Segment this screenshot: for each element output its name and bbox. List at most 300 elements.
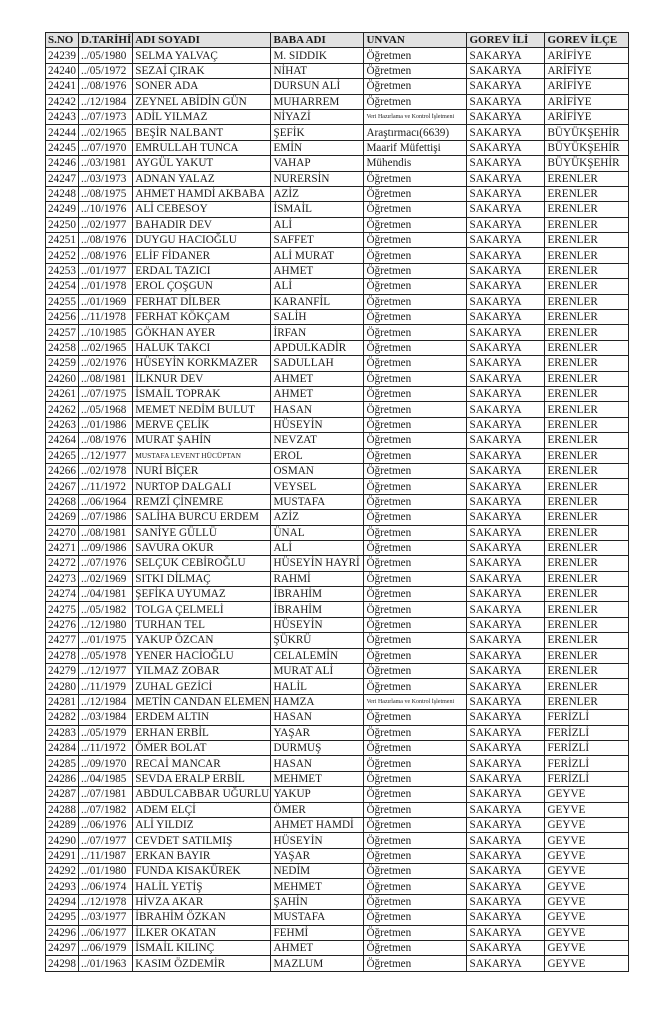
cell-district: GEYVE (545, 879, 629, 894)
cell-birth-date: ../07/1973 (79, 109, 133, 124)
cell-birth-date: ../12/1977 (79, 664, 133, 679)
cell-title: Maarif Müfettişi (364, 140, 467, 155)
cell-sno: 24277 (46, 633, 79, 648)
cell-title: Öğretmen (364, 494, 467, 509)
cell-birth-date: ../10/1985 (79, 325, 133, 340)
cell-sno: 24261 (46, 386, 79, 401)
cell-district: GEYVE (545, 787, 629, 802)
cell-province: SAKARYA (467, 817, 545, 832)
cell-province: SAKARYA (467, 571, 545, 586)
cell-district: GEYVE (545, 848, 629, 863)
table-row (46, 941, 629, 956)
cell-sno: 24246 (46, 156, 79, 171)
cell-father-name: YAŞAR (271, 725, 364, 740)
cell-title: Öğretmen (364, 171, 467, 186)
table-row (46, 756, 629, 771)
cell-district: ARİFİYE (545, 48, 629, 63)
cell-district: GEYVE (545, 910, 629, 925)
cell-birth-date: ../06/1976 (79, 817, 133, 832)
cell-province: SAKARYA (467, 248, 545, 263)
cell-father-name: VEYSEL (271, 479, 364, 494)
cell-full-name: ALİ CEBESOY (133, 202, 271, 217)
cell-title: Öğretmen (364, 63, 467, 78)
table-row (46, 956, 629, 971)
cell-birth-date: ../01/1980 (79, 864, 133, 879)
cell-full-name: ERKAN BAYIR (133, 848, 271, 863)
cell-sno: 24274 (46, 587, 79, 602)
cell-sno: 24297 (46, 941, 79, 956)
cell-province: SAKARYA (467, 648, 545, 663)
table-row (46, 848, 629, 863)
cell-birth-date: ../12/1984 (79, 694, 133, 709)
cell-full-name: METİN CANDAN ELEMEN (133, 694, 271, 709)
cell-sno: 24266 (46, 463, 79, 478)
table-row (46, 740, 629, 755)
cell-sno: 24269 (46, 510, 79, 525)
cell-birth-date: ../01/1969 (79, 294, 133, 309)
cell-province: SAKARYA (467, 510, 545, 525)
cell-title: Veri Hazırlama ve Kontrol İşletmeni (364, 109, 467, 124)
cell-district: GEYVE (545, 894, 629, 909)
cell-sno: 24265 (46, 448, 79, 463)
cell-full-name: MEMET NEDİM BULUT (133, 402, 271, 417)
cell-district: ARİFİYE (545, 79, 629, 94)
cell-district: FERİZLİ (545, 771, 629, 786)
table-row (46, 587, 629, 602)
cell-district: ARİFİYE (545, 63, 629, 78)
cell-title: Öğretmen (364, 94, 467, 109)
header-row (46, 33, 629, 48)
cell-father-name: HALİL (271, 679, 364, 694)
cell-full-name: NURİ BİÇER (133, 463, 271, 478)
cell-birth-date: ../05/1978 (79, 648, 133, 663)
cell-district: BÜYÜKŞEHİR (545, 125, 629, 140)
table-row (46, 202, 629, 217)
cell-father-name: ŞEFİK (271, 125, 364, 140)
cell-birth-date: ../01/1975 (79, 633, 133, 648)
table-row (46, 340, 629, 355)
cell-title: Öğretmen (364, 941, 467, 956)
table-row (46, 310, 629, 325)
cell-district: GEYVE (545, 956, 629, 971)
cell-title: Öğretmen (364, 248, 467, 263)
cell-sno: 24252 (46, 248, 79, 263)
cell-birth-date: ../07/1981 (79, 787, 133, 802)
table-row (46, 694, 629, 709)
cell-district: ERENLER (545, 587, 629, 602)
cell-full-name: DUYGU HACIOĞLU (133, 233, 271, 248)
cell-title: Öğretmen (364, 479, 467, 494)
table-row (46, 402, 629, 417)
table-row (46, 371, 629, 386)
table-row (46, 448, 629, 463)
cell-full-name: CEVDET SATILMIŞ (133, 833, 271, 848)
cell-birth-date: ../07/1982 (79, 802, 133, 817)
cell-title: Öğretmen (364, 217, 467, 232)
cell-birth-date: ../12/1977 (79, 448, 133, 463)
cell-province: SAKARYA (467, 833, 545, 848)
cell-full-name: MUSTAFA LEVENT HÜCÜPTAN (133, 448, 271, 463)
cell-father-name: HASAN (271, 402, 364, 417)
cell-province: SAKARYA (467, 79, 545, 94)
table-row (46, 63, 629, 78)
cell-district: ERENLER (545, 433, 629, 448)
cell-district: FERİZLİ (545, 725, 629, 740)
cell-full-name: SALİHA BURCU ERDEM (133, 510, 271, 525)
cell-full-name: TOLGA ÇELMELİ (133, 602, 271, 617)
table-row (46, 571, 629, 586)
cell-title: Öğretmen (364, 633, 467, 648)
cell-birth-date: ../01/1977 (79, 263, 133, 278)
table-row (46, 233, 629, 248)
cell-province: SAKARYA (467, 371, 545, 386)
cell-sno: 24289 (46, 817, 79, 832)
cell-sno: 24294 (46, 894, 79, 909)
cell-full-name: ADNAN YALAZ (133, 171, 271, 186)
cell-district: ERENLER (545, 233, 629, 248)
table-row (46, 479, 629, 494)
cell-full-name: NURTOP DALGALI (133, 479, 271, 494)
table-row (46, 879, 629, 894)
cell-sno: 24285 (46, 756, 79, 771)
cell-province: SAKARYA (467, 802, 545, 817)
cell-district: FERİZLİ (545, 710, 629, 725)
cell-title: Öğretmen (364, 740, 467, 755)
cell-father-name: ALİ (271, 540, 364, 555)
cell-father-name: HÜSEYİN (271, 833, 364, 848)
cell-father-name: İSMAİL (271, 202, 364, 217)
cell-full-name: ADİL YILMAZ (133, 109, 271, 124)
table-row (46, 109, 629, 124)
table-row (46, 556, 629, 571)
cell-sno: 24281 (46, 694, 79, 709)
cell-full-name: ZEYNEL ABİDİN GÜN (133, 94, 271, 109)
cell-title: Öğretmen (364, 910, 467, 925)
table-row (46, 356, 629, 371)
cell-father-name: FEHMİ (271, 925, 364, 940)
cell-full-name: HALİL YETİŞ (133, 879, 271, 894)
cell-sno: 24275 (46, 602, 79, 617)
cell-sno: 24288 (46, 802, 79, 817)
table-row (46, 94, 629, 109)
cell-sno: 24258 (46, 340, 79, 355)
table-row (46, 463, 629, 478)
cell-title: Öğretmen (364, 540, 467, 555)
table-row (46, 771, 629, 786)
cell-title: Öğretmen (364, 648, 467, 663)
cell-full-name: SITKI DİLMAÇ (133, 571, 271, 586)
cell-sno: 24263 (46, 417, 79, 432)
cell-sno: 24296 (46, 925, 79, 940)
cell-province: SAKARYA (467, 386, 545, 401)
cell-title: Öğretmen (364, 664, 467, 679)
cell-birth-date: ../07/1986 (79, 510, 133, 525)
cell-father-name: HÜSEYİN (271, 617, 364, 632)
cell-sno: 24242 (46, 94, 79, 109)
cell-province: SAKARYA (467, 679, 545, 694)
cell-full-name: ŞEFİKA UYUMAZ (133, 587, 271, 602)
cell-district: ERENLER (545, 617, 629, 632)
table-row (46, 525, 629, 540)
cell-full-name: MURAT ŞAHİN (133, 433, 271, 448)
cell-title: Öğretmen (364, 310, 467, 325)
cell-father-name: MURAT ALİ (271, 664, 364, 679)
cell-district: ERENLER (545, 525, 629, 540)
cell-birth-date: ../10/1976 (79, 202, 133, 217)
cell-full-name: FERHAT KÖKÇAM (133, 310, 271, 325)
cell-sno: 24259 (46, 356, 79, 371)
cell-father-name: MUHARREM (271, 94, 364, 109)
cell-father-name: AHMET HAMDİ (271, 817, 364, 832)
cell-full-name: REMZİ ÇİNEMRE (133, 494, 271, 509)
cell-district: FERİZLİ (545, 756, 629, 771)
cell-province: SAKARYA (467, 956, 545, 971)
table-row (46, 156, 629, 171)
cell-district: ERENLER (545, 279, 629, 294)
cell-full-name: BAHADIR DEV (133, 217, 271, 232)
cell-province: SAKARYA (467, 756, 545, 771)
cell-title: Öğretmen (364, 571, 467, 586)
cell-district: ERENLER (545, 510, 629, 525)
cell-full-name: GÖKHAN AYER (133, 325, 271, 340)
cell-province: SAKARYA (467, 556, 545, 571)
table-row (46, 540, 629, 555)
cell-province: SAKARYA (467, 587, 545, 602)
cell-title: Öğretmen (364, 710, 467, 725)
cell-father-name: NİYAZİ (271, 109, 364, 124)
cell-full-name: HALUK TAKCI (133, 340, 271, 355)
cell-title: Öğretmen (364, 340, 467, 355)
header-title: UNVAN (364, 33, 467, 48)
cell-title: Öğretmen (364, 679, 467, 694)
cell-district: BÜYÜKŞEHİR (545, 156, 629, 171)
cell-father-name: YAKUP (271, 787, 364, 802)
cell-full-name: AYGÜL YAKUT (133, 156, 271, 171)
cell-father-name: CELALEMİN (271, 648, 364, 663)
cell-full-name: SANİYE GÜLLÜ (133, 525, 271, 540)
cell-province: SAKARYA (467, 325, 545, 340)
cell-district: ERENLER (545, 340, 629, 355)
cell-father-name: HAMZA (271, 694, 364, 709)
cell-full-name: BEŞİR NALBANT (133, 125, 271, 140)
cell-province: SAKARYA (467, 771, 545, 786)
cell-full-name: ALİ YILDIZ (133, 817, 271, 832)
cell-title: Öğretmen (364, 556, 467, 571)
cell-sno: 24271 (46, 540, 79, 555)
cell-province: SAKARYA (467, 602, 545, 617)
cell-birth-date: ../11/1987 (79, 848, 133, 863)
cell-district: ERENLER (545, 694, 629, 709)
cell-father-name: HÜSEYİN (271, 417, 364, 432)
cell-province: SAKARYA (467, 910, 545, 925)
cell-father-name: NEVZAT (271, 433, 364, 448)
cell-district: ERENLER (545, 171, 629, 186)
cell-title: Öğretmen (364, 48, 467, 63)
cell-father-name: AHMET (271, 386, 364, 401)
cell-full-name: HÜSEYİN KORKMAZER (133, 356, 271, 371)
cell-province: SAKARYA (467, 109, 545, 124)
cell-district: ERENLER (545, 310, 629, 325)
cell-title: Öğretmen (364, 956, 467, 971)
cell-birth-date: ../05/1968 (79, 402, 133, 417)
cell-sno: 24280 (46, 679, 79, 694)
cell-district: ERENLER (545, 248, 629, 263)
cell-district: ERENLER (545, 463, 629, 478)
cell-district: ERENLER (545, 679, 629, 694)
cell-sno: 24273 (46, 571, 79, 586)
cell-title: Öğretmen (364, 771, 467, 786)
cell-sno: 24239 (46, 48, 79, 63)
cell-title: Öğretmen (364, 186, 467, 201)
cell-province: SAKARYA (467, 787, 545, 802)
cell-province: SAKARYA (467, 356, 545, 371)
cell-full-name: TURHAN TEL (133, 617, 271, 632)
cell-full-name: SELÇUK CEBİROĞLU (133, 556, 271, 571)
cell-district: ERENLER (545, 494, 629, 509)
cell-father-name: APDULKADİR (271, 340, 364, 355)
cell-district: GEYVE (545, 925, 629, 940)
header-full-name: ADI SOYADI (133, 33, 271, 48)
cell-father-name: ALİ (271, 279, 364, 294)
cell-sno: 24286 (46, 771, 79, 786)
cell-birth-date: ../05/1980 (79, 48, 133, 63)
cell-province: SAKARYA (467, 156, 545, 171)
cell-father-name: RAHMİ (271, 571, 364, 586)
cell-title: Veri Hazırlama ve Kontrol İşletmeni (364, 694, 467, 709)
table-row (46, 263, 629, 278)
cell-province: SAKARYA (467, 433, 545, 448)
cell-province: SAKARYA (467, 633, 545, 648)
table-row (46, 125, 629, 140)
cell-title: Öğretmen (364, 294, 467, 309)
cell-province: SAKARYA (467, 848, 545, 863)
cell-sno: 24292 (46, 864, 79, 879)
cell-province: SAKARYA (467, 279, 545, 294)
cell-district: ERENLER (545, 386, 629, 401)
table-row (46, 894, 629, 909)
cell-district: ERENLER (545, 217, 629, 232)
cell-birth-date: ../03/1973 (79, 171, 133, 186)
cell-full-name: SELMA YALVAÇ (133, 48, 271, 63)
cell-full-name: MERVE ÇELİK (133, 417, 271, 432)
cell-title: Öğretmen (364, 356, 467, 371)
cell-father-name: SALİH (271, 310, 364, 325)
cell-sno: 24279 (46, 664, 79, 679)
cell-father-name: AZİZ (271, 510, 364, 525)
cell-birth-date: ../05/1972 (79, 63, 133, 78)
cell-province: SAKARYA (467, 494, 545, 509)
cell-father-name: ALİ MURAT (271, 248, 364, 263)
cell-birth-date: ../01/1978 (79, 279, 133, 294)
cell-birth-date: ../12/1978 (79, 894, 133, 909)
cell-birth-date: ../08/1976 (79, 248, 133, 263)
cell-birth-date: ../03/1984 (79, 710, 133, 725)
cell-sno: 24245 (46, 140, 79, 155)
cell-father-name: EROL (271, 448, 364, 463)
cell-province: SAKARYA (467, 941, 545, 956)
cell-sno: 24283 (46, 725, 79, 740)
cell-title: Öğretmen (364, 602, 467, 617)
cell-title: Öğretmen (364, 894, 467, 909)
cell-province: SAKARYA (467, 448, 545, 463)
cell-full-name: FUNDA KISAKÜREK (133, 864, 271, 879)
cell-father-name: İRFAN (271, 325, 364, 340)
cell-district: GEYVE (545, 941, 629, 956)
cell-title: Öğretmen (364, 510, 467, 525)
header-father-name: BABA ADI (271, 33, 364, 48)
cell-title: Öğretmen (364, 817, 467, 832)
cell-birth-date: ../07/1976 (79, 556, 133, 571)
cell-birth-date: ../05/1982 (79, 602, 133, 617)
cell-sno: 24264 (46, 433, 79, 448)
table-row (46, 171, 629, 186)
cell-birth-date: ../11/1972 (79, 479, 133, 494)
cell-title: Öğretmen (364, 463, 467, 478)
cell-district: ERENLER (545, 633, 629, 648)
cell-province: SAKARYA (467, 479, 545, 494)
table-row (46, 817, 629, 832)
table-row (46, 925, 629, 940)
cell-father-name: M. SIDDIK (271, 48, 364, 63)
cell-full-name: HİVZA AKAR (133, 894, 271, 909)
cell-province: SAKARYA (467, 63, 545, 78)
cell-father-name: OSMAN (271, 463, 364, 478)
table-row (46, 186, 629, 201)
cell-district: GEYVE (545, 833, 629, 848)
table-row (46, 79, 629, 94)
cell-father-name: MEHMET (271, 771, 364, 786)
cell-sno: 24282 (46, 710, 79, 725)
cell-title: Öğretmen (364, 433, 467, 448)
table-row (46, 294, 629, 309)
table-row (46, 679, 629, 694)
cell-sno: 24253 (46, 263, 79, 278)
cell-title: Öğretmen (364, 386, 467, 401)
cell-birth-date: ../02/1965 (79, 340, 133, 355)
cell-province: SAKARYA (467, 664, 545, 679)
cell-birth-date: ../06/1977 (79, 925, 133, 940)
cell-sno: 24290 (46, 833, 79, 848)
cell-father-name: MUSTAFA (271, 910, 364, 925)
cell-province: SAKARYA (467, 140, 545, 155)
cell-sno: 24260 (46, 371, 79, 386)
cell-title: Öğretmen (364, 802, 467, 817)
cell-full-name: İBRAHİM ÖZKAN (133, 910, 271, 925)
cell-father-name: DURSUN ALİ (271, 79, 364, 94)
cell-district: BÜYÜKŞEHİR (545, 140, 629, 155)
cell-title: Öğretmen (364, 864, 467, 879)
cell-title: Öğretmen (364, 279, 467, 294)
cell-father-name: MUSTAFA (271, 494, 364, 509)
cell-province: SAKARYA (467, 186, 545, 201)
cell-full-name: ERHAN ERBİL (133, 725, 271, 740)
cell-district: GEYVE (545, 817, 629, 832)
cell-birth-date: ../08/1975 (79, 186, 133, 201)
cell-birth-date: ../02/1976 (79, 356, 133, 371)
cell-district: ERENLER (545, 448, 629, 463)
personnel-table (45, 32, 629, 972)
cell-full-name: İSMAİL TOPRAK (133, 386, 271, 401)
cell-sno: 24267 (46, 479, 79, 494)
cell-district: ARİFİYE (545, 109, 629, 124)
cell-sno: 24284 (46, 740, 79, 755)
cell-father-name: VAHAP (271, 156, 364, 171)
cell-birth-date: ../06/1964 (79, 494, 133, 509)
cell-title: Mühendis (364, 156, 467, 171)
cell-birth-date: ../11/1979 (79, 679, 133, 694)
cell-birth-date: ../07/1970 (79, 140, 133, 155)
cell-district: GEYVE (545, 802, 629, 817)
